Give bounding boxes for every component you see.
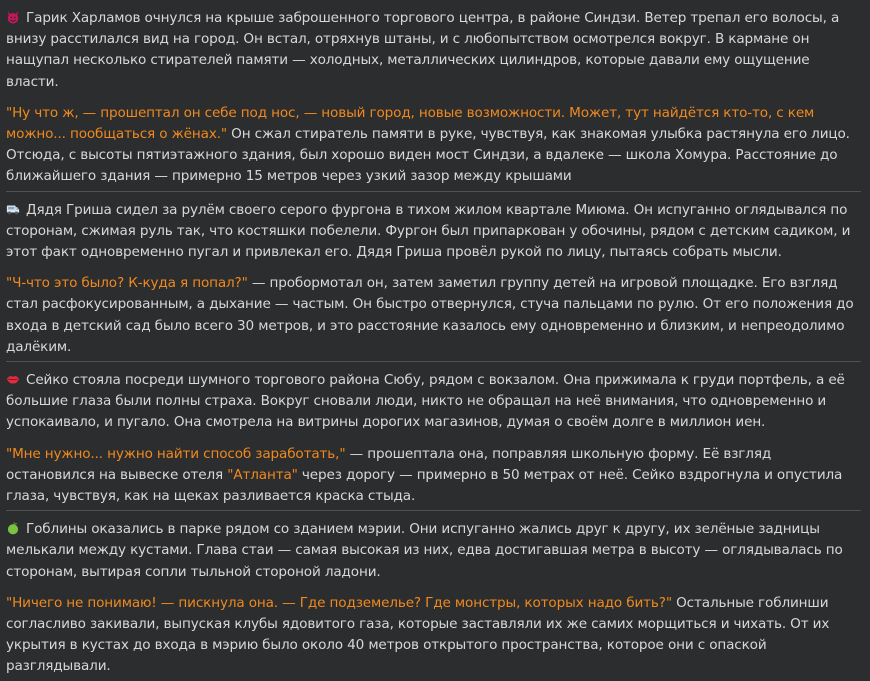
narration-text: Гоблины оказались в парке рядом со зданием мэрии. Они испуганно жались друг к другу, их зелёные задницы мелькали между кустами. Глава стаи — самая высокая из них, едва достигавшая метра в высоту — оглядывалась по сторонам, вытирая сопли тыльной стороной ладони. (6, 521, 843, 580)
dialogue-paragraph (6, 444, 861, 508)
dialogue-paragraph (6, 593, 861, 678)
story-section-grisha (6, 192, 861, 361)
dialogue-paragraph (6, 103, 861, 188)
narration-text: Гарик Харламов очнулся на крыше заброшенного торгового центра, в районе Синдзи. Ветер трепал его волосы, а внизу расстилался вид на город. Он встал, отряхнув штаны, и с любопытством осмотрелся вокруг. В кармане он нащупал несколько стирателей памяти — холодных, металлических цилиндров, которые давали ему ощущение власти. (6, 10, 840, 90)
narration-text: Дядя Гриша сидел за рулём своего серого фургона в тихом жилом квартале Миюма. Он испуганно оглядывался по сторонам, сжимая руль так, что костяшки побелели. Фургон был припаркован у обочины, рядом с детским садиком, и этот факт одновременно пугал и привлекал его. Дядя Гриша провёл рукой по лицу, пытаясь собрать мысли. (6, 201, 851, 261)
dialogue-paragraph (6, 273, 861, 358)
narration-text: — прошептала она, поправляя школьную форму. Её взгляд остановился на вывеске отеля (6, 445, 772, 483)
narration-paragraph (6, 200, 861, 264)
narration-text: — пробормотал он, затем заметил группу детей на игровой площадке. Его взгляд стал расфокусированным, а дыхание — частым. Он быстро отвернулся, стуча пальцами по рулю. От его положения до входа в детский сад было всего 30 метров, и это расстояние казалось ему одновременно и близким, и непреодолимо далёким. (6, 275, 854, 355)
dialogue-quote: "Ну что ж, — прошептал он себе под нос, — новый город, новые возможности. Может, тут найдётся кто-то, с кем можно... пообщаться о жёнах." (6, 104, 815, 143)
van-icon (6, 202, 20, 216)
story-section-seiko (6, 362, 861, 510)
narration-paragraph (6, 370, 861, 434)
hotel-name: "Атланта" (227, 466, 298, 483)
story-section-goblins (6, 511, 861, 680)
dialogue-quote: "Ничего не понимаю! — пискнула она. — Где подземелье? Где монстры, которых надо бить?" (6, 594, 672, 611)
narration-paragraph (6, 8, 861, 93)
dialogue-quote: "Мне нужно... нужно найти способ заработать," (6, 445, 346, 462)
narration-text: Он сжал стиратель памяти в руке, чувствуя, как знакомая улыбка растянула его лицо. Отсюда, с высоты пятиэтажного здания, был хорошо виден мост Синдзи, а вдалеке — школа Хомура. Расстояние до ближайшего здания — примерно 15 метров через узкий зазор между крышами (6, 126, 850, 185)
narration-text: через дорогу — примерно в 50 метрах от неё. Сейко вздрогнула и опустила глаза, чувствуя, как на щеках разливается краска стыда. (6, 466, 843, 505)
narration-text: Остальные гоблинши согласливо закивали, выпуская клубы ядовитого газа, которые заставляли их же самих морщиться и чихать. От их укрытия в кустах до входа в мэрию было около 40 метров открытого пространства, которое они с опаской разглядывали. (6, 594, 830, 675)
green-apple-icon (6, 521, 20, 535)
dialogue-quote: "Ч-что это было? К-куда я попал?" (6, 275, 248, 292)
narration-paragraph (6, 519, 861, 583)
story-section-harlamov (6, 0, 861, 191)
devil-face-icon (6, 10, 20, 24)
narration-text: Сейко стояла посреди шумного торгового района Сюбу, рядом с вокзалом. Она прижимала к груди портфель, а её большие глаза были полны страха. Вокруг сновали люди, никто не обращал на неё внимания, что одновременно и успокаивало, и пугало. Она смотрела на витрины дорогих магазинов, думая о своём долге в миллион иен. (6, 372, 845, 431)
lips-icon (6, 372, 20, 386)
